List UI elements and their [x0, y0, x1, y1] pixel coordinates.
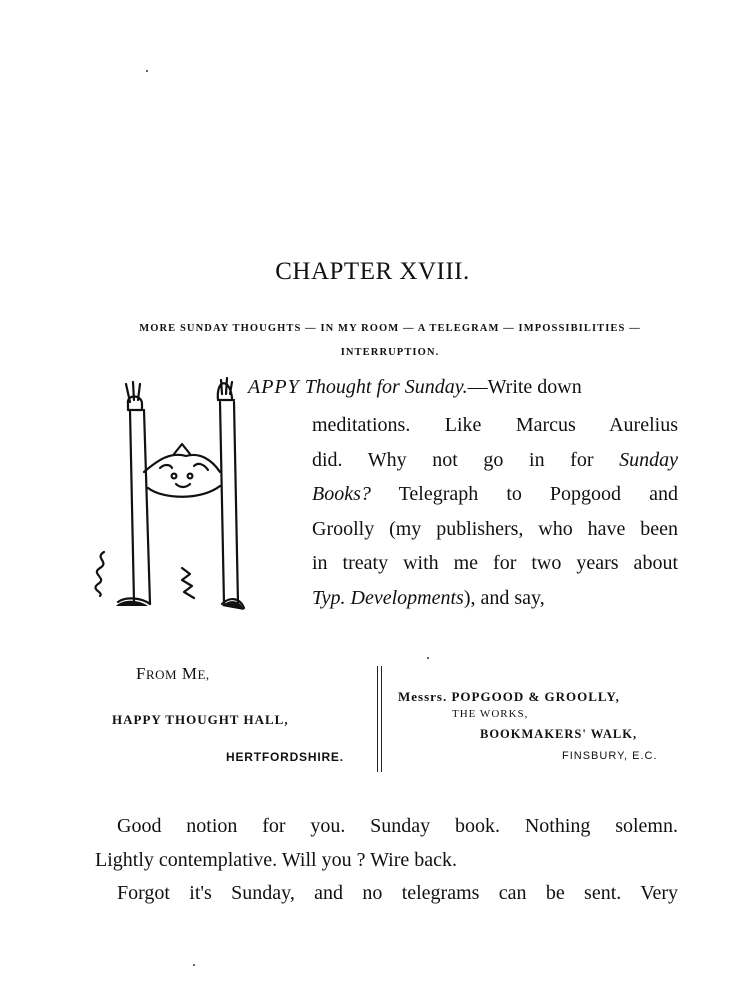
telegram-to-district: FINSBURY, E.C. — [562, 750, 658, 762]
text-line: Groolly (my publishers, who have been — [312, 517, 678, 540]
text-line — [312, 581, 678, 616]
text-run: M — [181, 664, 198, 683]
text-line: meditations. Like Marcus Aurelius — [312, 414, 678, 436]
text-run: ), and say, — [463, 586, 545, 609]
telegram-from-label — [136, 664, 210, 684]
text-line: Good notion for you. Sunday book. Nothing solemn. — [117, 815, 678, 837]
summary-line: MORE SUNDAY THOUGHTS — IN MY ROOM — A TELEGRAM — IMPOSSIBILITIES — — [139, 323, 641, 334]
text-run: F — [136, 664, 146, 683]
summary-line: INTERRUPTION. — [340, 347, 440, 358]
ink-speck — [146, 70, 148, 72]
text-run: ROM — [145, 667, 178, 682]
decorated-initial-h-illustration — [90, 372, 250, 617]
intro-paragraph — [312, 408, 678, 615]
drop-cap-continuation: APPY — [248, 376, 300, 398]
text-line: Lightly contemplative. Will you ? Wire back. — [95, 848, 458, 871]
italic-word: Books? — [312, 483, 371, 505]
text-line: in treaty with me for two years about — [312, 552, 678, 574]
telegram-from-address-line: HAPPY THOUGHT HALL, — [112, 712, 289, 727]
telegram-from-county: HERTFORDSHIRE. — [226, 750, 344, 764]
text-line — [312, 443, 678, 478]
italic-phrase: Typ. Developments — [312, 586, 464, 609]
italic-word: Sunday — [619, 448, 679, 471]
telegram-to-recipient: Messrs. POPGOOD & GROOLLY, — [398, 689, 620, 704]
telegram-to-address-line: THE WORKS, — [452, 708, 529, 720]
chapter-title: CHAPTER XVIII. — [275, 258, 470, 285]
text-run: E, — [197, 667, 210, 682]
text-run: did. Why not go in for — [312, 448, 594, 471]
telegram-column-divider — [377, 666, 382, 772]
chapter-summary — [90, 317, 690, 365]
ink-speck — [193, 964, 195, 966]
text-line — [312, 477, 678, 512]
text-run: —Write down — [467, 376, 582, 398]
ink-speck — [427, 657, 429, 659]
italic-phrase: Thought for Sunday. — [304, 376, 468, 398]
telegram-to-address-line: BOOKMAKERS' WALK, — [480, 727, 638, 741]
text-run: Telegraph to Popgood and — [398, 483, 678, 505]
intro-first-line — [248, 376, 678, 399]
text-line: Forgot it's Sunday, and no telegrams can be sent. Very — [117, 882, 678, 904]
body-paragraph — [95, 810, 678, 911]
